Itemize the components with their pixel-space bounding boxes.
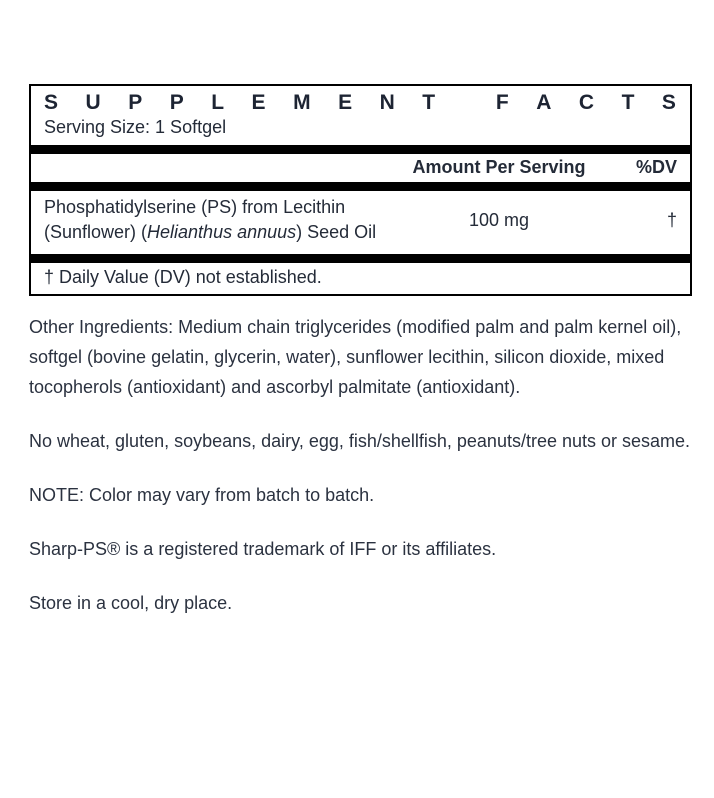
divider-thick-top [31,145,690,154]
name-column-header [44,157,385,178]
dv-footnote: † Daily Value (DV) not established. [44,267,322,287]
ingredient-name-line2: (Sunflower) (Helianthus annuus) Seed Oil [44,222,377,242]
ingredient-amount: 100 mg [468,209,530,230]
supplement-label [0,84,714,798]
column-header-row [31,154,690,182]
divider-thick-middle [31,182,690,191]
allergen-statement: No wheat, gluten, soybeans, dairy, egg, fish/shellfish, peanuts/tree nuts or sesame. [29,431,691,451]
other-ingredients-statement: Other Ingredients: Medium chain triglycerides (modified palm and palm kernel oil), softgel (bovine gelatin, glycerin, water), sunflower lecithin, silicon dioxide, mixed tocopherols (antioxidant) and ascorbyl palmitate (antioxidant). [29,317,682,397]
ingredient-dv: † [666,209,677,230]
dv-column-header: %DV [635,157,677,177]
panel-title: S U P P L E M E N T F A C T S [44,91,676,114]
ingredient-name-line1: Phosphatidylserine (PS) from Lecithin [44,197,346,217]
supplement-facts-panel [29,84,692,296]
serving-size: Serving Size: 1 Softgel [44,117,227,137]
trademark-statement: Sharp-PS® is a registered trademark of IFF or its affiliates. [29,539,497,559]
ingredient-name [44,195,385,245]
storage-instruction: Store in a cool, dry place. [29,593,233,613]
divider-thick-bottom [31,254,690,263]
amount-column-header: Amount Per Serving [412,157,586,177]
color-note: NOTE: Color may vary from batch to batch. [29,485,375,505]
ingredient-row [31,191,690,254]
latin-name-italic: Helianthus annuus [147,222,297,242]
